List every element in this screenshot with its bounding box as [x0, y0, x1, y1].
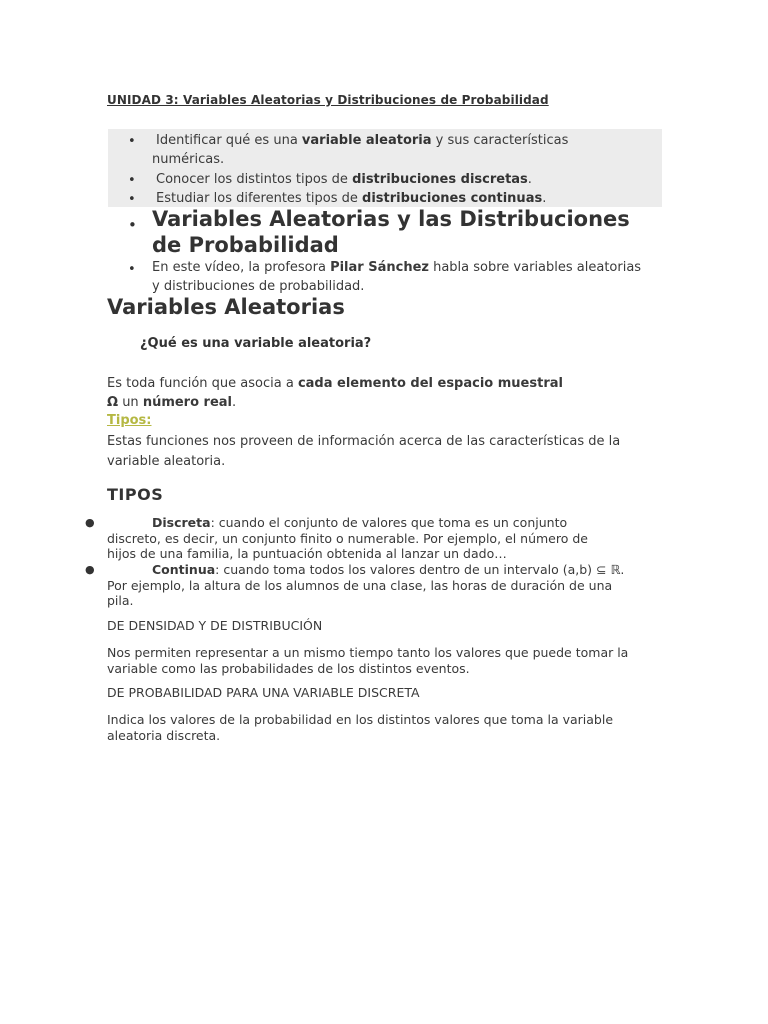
bullet-icon: • [128, 262, 136, 277]
objective-item-1: Identificar qué es una variable aleatoria y sus características [156, 133, 569, 148]
unit-title: UNIDAD 3: Variables Aleatorias y Distribuciones de Probabilidad [107, 93, 549, 107]
bullet-icon: ● [85, 563, 95, 576]
discreta-prob-paragraph: Indica los valores de la probabilidad en los distintos valores que toma la variable aleatoria discreta. [107, 712, 614, 743]
tipo-continua: Continua: cuando toma todos los valores dentro de un intervalo (a,b) ⊆ ℝ. Por ejemplo, la altura de los alumnos de una clase, las horas de duración de una pila. [107, 562, 625, 608]
bullet-icon: • [128, 173, 136, 188]
section-title: Variables Aleatorias [107, 295, 345, 319]
question-heading: ¿Qué es una variable aleatoria? [140, 336, 372, 351]
video-heading: Variables Aleatorias y las Distribuciones de Probabilidad [152, 207, 630, 257]
bullet-icon: • [128, 216, 137, 234]
tipos-link[interactable]: Tipos: [107, 413, 152, 428]
objective-item-1-cont: numéricas. [152, 152, 225, 167]
video-description: En este vídeo, la profesora Pilar Sánchez habla sobre variables aleatorias y distribuciones de probabilidad. [152, 260, 642, 294]
densidad-paragraph: Nos permiten representar a un mismo tiempo tanto los valores que puede tomar la variable como las probabilidades de los distintos eventos. [107, 645, 629, 676]
tipos-heading: TIPOS [107, 485, 164, 504]
densidad-heading: DE DENSIDAD Y DE DISTRIBUCIÓN [107, 618, 323, 633]
tipo-discreta: Discreta: cuando el conjunto de valores que toma es un conjunto discreto, es decir, un conjunto finito o numerable. Por ejemplo, el número de hijos de una familia, la puntuación obtenida al lanzar un dado… [107, 515, 588, 561]
bullet-icon: ● [85, 516, 95, 529]
info-paragraph: Estas funciones nos proveen de información acerca de las características de la variable aleatoria. [107, 434, 621, 469]
bullet-icon: • [128, 192, 136, 207]
discreta-prob-heading: DE PROBABILIDAD PARA UNA VARIABLE DISCRETA [107, 685, 420, 700]
bullet-icon: • [128, 134, 136, 149]
objective-item-3: Estudiar los diferentes tipos de distribuciones continuas. [156, 191, 547, 206]
definition: Es toda función que asocia a cada elemento del espacio muestral Ω un número real. [107, 376, 563, 410]
objective-item-2: Conocer los distintos tipos de distribuciones discretas. [156, 172, 532, 187]
